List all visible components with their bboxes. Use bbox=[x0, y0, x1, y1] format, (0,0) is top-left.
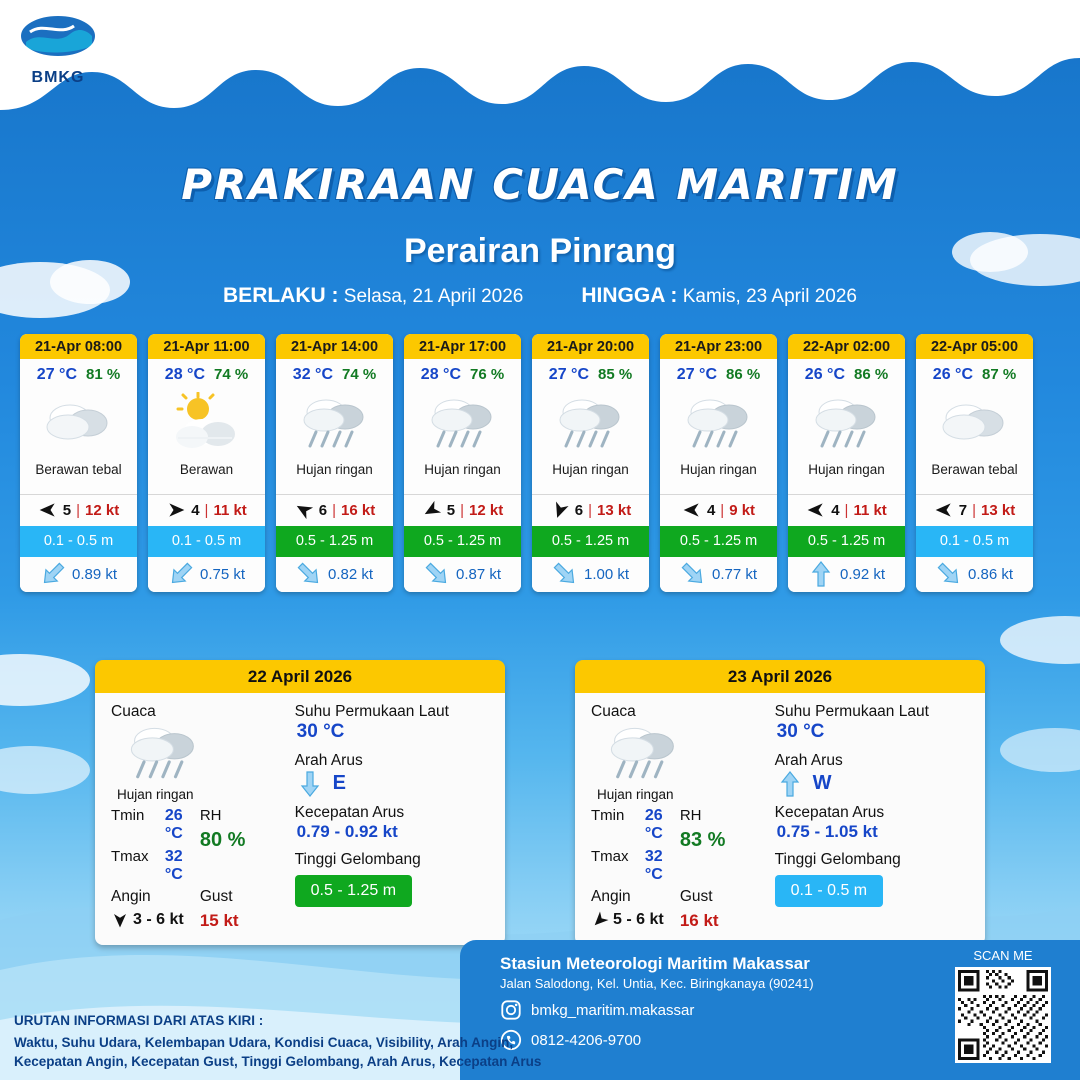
forecast-temperature: 27 °C bbox=[548, 366, 589, 383]
forecast-temperature: 28 °C bbox=[420, 366, 461, 383]
forecast-humidity: 86 % bbox=[854, 366, 889, 383]
forecast-condition: Berawan tebal bbox=[35, 462, 122, 477]
legend-block bbox=[14, 1011, 614, 1072]
forecast-condition: Hujan ringan bbox=[552, 462, 629, 477]
qr-code-image bbox=[958, 970, 1048, 1060]
validity-to-label: HINGGA : bbox=[581, 284, 678, 307]
forecast-current bbox=[404, 557, 521, 592]
forecast-weather-icon bbox=[148, 386, 265, 460]
legend-line-1: Waktu, Suhu Udara, Kelembapan Udara, Kondisi Cuaca, Visibility, Arah Angin, bbox=[14, 1034, 514, 1050]
daily-body bbox=[95, 693, 505, 945]
forecast-weather-icon bbox=[20, 386, 137, 460]
forecast-temp-rh bbox=[148, 359, 265, 386]
daily-angin-value: 5 - 6 kt bbox=[613, 911, 664, 928]
daily-tmin-label: Tmin bbox=[111, 807, 145, 824]
daily-left-column bbox=[591, 703, 769, 931]
forecast-temp-rh bbox=[660, 359, 777, 386]
daily-tmax-label: Tmax bbox=[111, 848, 149, 865]
daily-gust-value: 15 kt bbox=[199, 911, 239, 930]
rain-light-icon bbox=[123, 720, 205, 785]
daily-angin-row bbox=[111, 911, 200, 929]
forecast-humidity: 87 % bbox=[982, 366, 1017, 383]
forecast-weather-icon bbox=[532, 386, 649, 460]
forecast-wave-height: 0.5 - 1.25 m bbox=[404, 526, 521, 557]
forecast-wind-speed: 13 kt bbox=[597, 501, 632, 519]
forecast-current bbox=[788, 557, 905, 592]
daily-condition: Hujan ringan bbox=[597, 787, 674, 802]
daily-tmin-value: 26 °C bbox=[644, 807, 663, 842]
daily-arah-row bbox=[775, 770, 969, 795]
forecast-wind-speed: 13 kt bbox=[981, 501, 1016, 519]
daily-wind-metrics bbox=[111, 888, 289, 931]
forecast-condition: Hujan ringan bbox=[424, 462, 501, 477]
forecast-time: 21-Apr 20:00 bbox=[532, 334, 649, 359]
forecast-wind bbox=[404, 494, 521, 526]
forecast-wind-separator: | bbox=[332, 501, 337, 519]
forecast-current-speed: 0.77 kt bbox=[711, 565, 758, 583]
footer bbox=[0, 940, 1080, 1080]
daily-rh-row bbox=[200, 807, 289, 824]
forecast-temperature: 26 °C bbox=[932, 366, 973, 383]
forecast-wind-value: 6 bbox=[318, 501, 328, 519]
direction-arrow-icon bbox=[547, 497, 573, 523]
current-arrow-icon bbox=[37, 558, 70, 591]
daily-gust-value: 16 kt bbox=[679, 911, 719, 930]
forecast-wave-height: 0.1 - 0.5 m bbox=[916, 526, 1033, 557]
forecast-humidity: 81 % bbox=[86, 366, 121, 383]
daily-rh-value-row bbox=[680, 829, 769, 852]
daily-kec-value: 0.75 - 1.05 kt bbox=[776, 822, 878, 841]
forecast-temperature: 26 °C bbox=[804, 366, 845, 383]
daily-tmin-value: 26 °C bbox=[164, 807, 183, 842]
validity-period bbox=[0, 284, 1080, 308]
org-line-1: BADAN METEOROLOGI KLIMATOLOGI DAN GEOFISIKA bbox=[582, 10, 1060, 30]
daily-kec-label: Kecepatan Arus bbox=[774, 804, 885, 821]
forecast-weather-icon bbox=[916, 386, 1033, 460]
daily-angin-column bbox=[591, 888, 680, 931]
partly-sunny-icon bbox=[168, 392, 246, 454]
forecast-wind-separator: | bbox=[972, 501, 977, 519]
current-arrow-icon bbox=[677, 558, 710, 591]
forecast-wave-height: 0.1 - 0.5 m bbox=[148, 526, 265, 557]
forecast-humidity: 74 % bbox=[342, 366, 377, 383]
daily-right-column bbox=[769, 703, 969, 931]
daily-sst-label: Suhu Permukaan Laut bbox=[294, 703, 449, 720]
bmkg-logo bbox=[14, 12, 102, 87]
daily-tmin-label: Tmin bbox=[591, 807, 625, 824]
legend-line-2: Kecepatan Angin, Kecepatan Gust, Tinggi Gelombang, Arah Arus, Kecepatan Arus bbox=[14, 1054, 542, 1070]
forecast-current-speed: 0.87 kt bbox=[455, 565, 502, 583]
daily-cuaca-label: Cuaca bbox=[111, 703, 156, 720]
footer-address: Jalan Salodong, Kel. Untia, Kec. Biringkanaya (90241) bbox=[500, 976, 814, 991]
rain-light-icon bbox=[552, 392, 630, 454]
forecast-card bbox=[20, 334, 137, 592]
daily-angin-value: 3 - 6 kt bbox=[133, 911, 184, 928]
direction-arrow-icon bbox=[418, 496, 445, 523]
forecast-wind-separator: | bbox=[76, 501, 81, 519]
daily-metrics bbox=[591, 802, 769, 884]
forecast-current-speed: 0.89 kt bbox=[71, 565, 118, 583]
hourly-forecast-row bbox=[20, 334, 1033, 592]
rain-light-icon bbox=[680, 392, 758, 454]
forecast-temp-rh bbox=[532, 359, 649, 386]
forecast-current bbox=[916, 557, 1033, 592]
forecast-wind bbox=[276, 494, 393, 526]
forecast-card bbox=[276, 334, 393, 592]
daily-tmin-row bbox=[111, 807, 200, 843]
daily-arah-value: W bbox=[812, 772, 832, 794]
forecast-temperature: 32 °C bbox=[292, 366, 333, 383]
forecast-time: 21-Apr 23:00 bbox=[660, 334, 777, 359]
forecast-wind-value: 4 bbox=[191, 501, 200, 519]
daily-kec-label: Kecepatan Arus bbox=[294, 804, 405, 821]
daily-gel-value: 0.1 - 0.5 m bbox=[775, 875, 883, 907]
footer-phone-number: 0812-4206-9700 bbox=[531, 1031, 642, 1049]
validity-from-label: BERLAKU : bbox=[223, 284, 339, 307]
forecast-wind-separator: | bbox=[844, 501, 849, 519]
current-arrow-icon bbox=[811, 561, 831, 587]
forecast-current bbox=[20, 557, 137, 592]
daily-gust-label: Gust bbox=[679, 888, 713, 905]
forecast-temp-rh bbox=[788, 359, 905, 386]
forecast-time: 22-Apr 05:00 bbox=[916, 334, 1033, 359]
forecast-time: 21-Apr 11:00 bbox=[148, 334, 265, 359]
direction-arrow-icon bbox=[682, 500, 702, 520]
daily-rh-row bbox=[680, 807, 769, 824]
daily-rh-value: 80 % bbox=[199, 829, 246, 851]
daily-condition: Hujan ringan bbox=[117, 787, 194, 802]
forecast-condition: Hujan ringan bbox=[808, 462, 885, 477]
forecast-current bbox=[532, 557, 649, 592]
forecast-current bbox=[148, 557, 265, 592]
daily-arah-label: Arah Arus bbox=[294, 752, 363, 769]
daily-sst-label: Suhu Permukaan Laut bbox=[774, 703, 929, 720]
daily-tmax-label: Tmax bbox=[591, 848, 629, 865]
forecast-wind-value: 4 bbox=[706, 501, 716, 519]
forecast-wind-value: 5 bbox=[62, 501, 72, 519]
forecast-wind-speed: 11 kt bbox=[853, 501, 887, 519]
daily-wind-metrics bbox=[591, 888, 769, 931]
daily-gust-column bbox=[200, 888, 289, 931]
forecast-humidity: 86 % bbox=[726, 366, 761, 383]
daily-angin-label: Angin bbox=[591, 888, 631, 905]
forecast-condition: Hujan ringan bbox=[680, 462, 757, 477]
forecast-wind bbox=[788, 494, 905, 526]
daily-weather-icon bbox=[591, 721, 769, 785]
daily-angin-row bbox=[591, 911, 680, 929]
forecast-time: 21-Apr 14:00 bbox=[276, 334, 393, 359]
forecast-card bbox=[788, 334, 905, 592]
forecast-weather-icon bbox=[788, 386, 905, 460]
daily-tmin-row bbox=[591, 807, 680, 843]
forecast-weather-icon bbox=[276, 386, 393, 460]
current-arrow-icon bbox=[780, 771, 800, 797]
forecast-card bbox=[916, 334, 1033, 592]
forecast-card bbox=[148, 334, 265, 592]
forecast-temperature: 28 °C bbox=[164, 366, 205, 383]
forecast-wind-value: 5 bbox=[446, 501, 456, 519]
page-title: PRAKIRAAN CUACA MARITIM bbox=[181, 160, 899, 209]
forecast-wind-speed: 12 kt bbox=[469, 501, 504, 519]
rain-light-icon bbox=[424, 392, 502, 454]
daily-sst-value: 30 °C bbox=[776, 721, 825, 742]
forecast-current bbox=[660, 557, 777, 592]
daily-temp-column bbox=[111, 802, 200, 884]
forecast-wind-value: 7 bbox=[958, 501, 968, 519]
daily-gust-row bbox=[200, 911, 289, 931]
forecast-time: 21-Apr 17:00 bbox=[404, 334, 521, 359]
daily-rh-label: RH bbox=[199, 807, 222, 824]
forecast-time: 22-Apr 02:00 bbox=[788, 334, 905, 359]
forecast-current-speed: 1.00 kt bbox=[583, 565, 630, 583]
forecast-wind bbox=[20, 494, 137, 526]
page-subtitle: Perairan Pinrang bbox=[403, 232, 677, 270]
forecast-wave-height: 0.5 - 1.25 m bbox=[788, 526, 905, 557]
forecast-temp-rh bbox=[404, 359, 521, 386]
daily-left-column bbox=[111, 703, 289, 931]
scan-me-block bbox=[948, 948, 1058, 1063]
current-arrow-icon bbox=[165, 558, 198, 591]
daily-gel-label: Tinggi Gelombang bbox=[774, 851, 901, 868]
direction-arrow-icon bbox=[806, 500, 826, 520]
forecast-current-speed: 0.75 kt bbox=[199, 565, 246, 583]
daily-forecast-row bbox=[0, 660, 1080, 945]
forecast-wind bbox=[148, 494, 265, 526]
daily-sst-value: 30 °C bbox=[296, 721, 345, 742]
forecast-wind bbox=[916, 494, 1033, 526]
forecast-condition: Berawan tebal bbox=[931, 462, 1018, 477]
bmkg-logo-mark bbox=[18, 12, 98, 64]
cloudy-thick-icon bbox=[936, 392, 1014, 454]
daily-arah-row bbox=[295, 770, 489, 795]
forecast-humidity: 85 % bbox=[598, 366, 633, 383]
validity-from-value: Selasa, 21 April 2026 bbox=[343, 286, 524, 307]
current-arrow-icon bbox=[293, 558, 326, 591]
forecast-weather-icon bbox=[404, 386, 521, 460]
daily-rh-value: 83 % bbox=[679, 829, 726, 851]
forecast-card bbox=[660, 334, 777, 592]
direction-arrow-icon bbox=[38, 500, 58, 520]
daily-arah-value: E bbox=[332, 772, 346, 794]
cloudy-thick-icon bbox=[40, 392, 118, 454]
forecast-humidity: 74 % bbox=[214, 366, 249, 383]
legend-title: URUTAN INFORMASI DARI ATAS KIRI : bbox=[14, 1013, 264, 1029]
daily-temp-column bbox=[591, 802, 680, 884]
daily-angin-label: Angin bbox=[111, 888, 151, 905]
rain-light-icon bbox=[296, 392, 374, 454]
daily-kec-value: 0.79 - 0.92 kt bbox=[296, 822, 398, 841]
current-arrow-icon bbox=[933, 558, 966, 591]
forecast-wind-speed: 16 kt bbox=[341, 501, 376, 519]
forecast-wind-value: 6 bbox=[574, 501, 584, 519]
daily-gust-row bbox=[680, 911, 769, 931]
forecast-humidity: 76 % bbox=[470, 366, 505, 383]
daily-right-column bbox=[289, 703, 489, 931]
rain-light-icon bbox=[603, 720, 685, 785]
forecast-condition: Berawan bbox=[179, 462, 234, 477]
forecast-wind-speed: 11 kt bbox=[213, 501, 247, 519]
forecast-temperature: 27 °C bbox=[676, 366, 717, 383]
daily-rh-column bbox=[200, 802, 289, 884]
direction-arrow-icon bbox=[111, 911, 129, 929]
forecast-wind-separator: | bbox=[588, 501, 593, 519]
forecast-wave-height: 0.5 - 1.25 m bbox=[660, 526, 777, 557]
forecast-temp-rh bbox=[916, 359, 1033, 386]
forecast-current-speed: 0.82 kt bbox=[327, 565, 374, 583]
forecast-current bbox=[276, 557, 393, 592]
forecast-card bbox=[532, 334, 649, 592]
daily-date: 22 April 2026 bbox=[95, 660, 505, 693]
daily-gust-column bbox=[680, 888, 769, 931]
forecast-wind-separator: | bbox=[460, 501, 465, 519]
current-arrow-icon bbox=[300, 771, 320, 797]
daily-rh-value-row bbox=[200, 829, 289, 852]
forecast-wave-height: 0.5 - 1.25 m bbox=[532, 526, 649, 557]
forecast-condition: Hujan ringan bbox=[296, 462, 373, 477]
daily-cuaca-label: Cuaca bbox=[591, 703, 636, 720]
forecast-temperature: 27 °C bbox=[36, 366, 77, 383]
current-arrow-icon bbox=[549, 558, 582, 591]
direction-arrow-icon bbox=[934, 500, 954, 520]
forecast-wind-value: 4 bbox=[831, 501, 840, 519]
direction-arrow-icon bbox=[166, 500, 186, 520]
footer-instagram-handle: bmkg_maritim.makassar bbox=[531, 1001, 695, 1019]
forecast-wind-separator: | bbox=[204, 501, 209, 519]
forecast-temp-rh bbox=[276, 359, 393, 386]
scan-me-label: SCAN ME bbox=[973, 948, 1033, 963]
forecast-temp-rh bbox=[20, 359, 137, 386]
forecast-weather-icon bbox=[660, 386, 777, 460]
daily-tmax-value: 32 °C bbox=[644, 848, 663, 883]
forecast-card bbox=[404, 334, 521, 592]
daily-date: 23 April 2026 bbox=[575, 660, 985, 693]
daily-rh-column bbox=[680, 802, 769, 884]
daily-forecast-card bbox=[95, 660, 505, 945]
daily-gel-label: Tinggi Gelombang bbox=[294, 851, 421, 868]
direction-arrow-icon bbox=[587, 907, 612, 932]
forecast-wind bbox=[532, 494, 649, 526]
rain-light-icon bbox=[808, 392, 886, 454]
daily-arah-label: Arah Arus bbox=[774, 752, 843, 769]
forecast-wind bbox=[660, 494, 777, 526]
header-org bbox=[582, 10, 1060, 57]
forecast-wind-speed: 12 kt bbox=[85, 501, 120, 519]
daily-rh-label: RH bbox=[679, 807, 702, 824]
daily-angin-column bbox=[111, 888, 200, 931]
daily-weather-icon bbox=[111, 721, 289, 785]
forecast-wind-speed: 9 kt bbox=[729, 501, 756, 519]
daily-tmax-value: 32 °C bbox=[164, 848, 183, 883]
qr-code[interactable] bbox=[955, 967, 1051, 1063]
direction-arrow-icon bbox=[290, 496, 317, 523]
forecast-wave-height: 0.5 - 1.25 m bbox=[276, 526, 393, 557]
forecast-wave-height: 0.1 - 0.5 m bbox=[20, 526, 137, 557]
org-line-2: Stasiun Meteorologi Maritim Makassar bbox=[677, 33, 1060, 56]
daily-gel-value: 0.5 - 1.25 m bbox=[295, 875, 412, 907]
forecast-time: 21-Apr 08:00 bbox=[20, 334, 137, 359]
daily-gust-label: Gust bbox=[199, 888, 233, 905]
forecast-current-speed: 0.86 kt bbox=[967, 565, 1014, 583]
bmkg-logo-text: BMKG bbox=[31, 69, 85, 86]
validity-to-value: Kamis, 23 April 2026 bbox=[682, 286, 857, 307]
forecast-current-speed: 0.92 kt bbox=[839, 565, 886, 583]
daily-metrics bbox=[111, 802, 289, 884]
daily-body bbox=[575, 693, 985, 945]
daily-forecast-card bbox=[575, 660, 985, 945]
forecast-wind-separator: | bbox=[720, 501, 725, 519]
daily-tmax-row bbox=[591, 848, 680, 884]
current-arrow-icon bbox=[421, 558, 454, 591]
daily-tmax-row bbox=[111, 848, 200, 884]
footer-station: Stasiun Meteorologi Maritim Makassar bbox=[500, 954, 810, 973]
